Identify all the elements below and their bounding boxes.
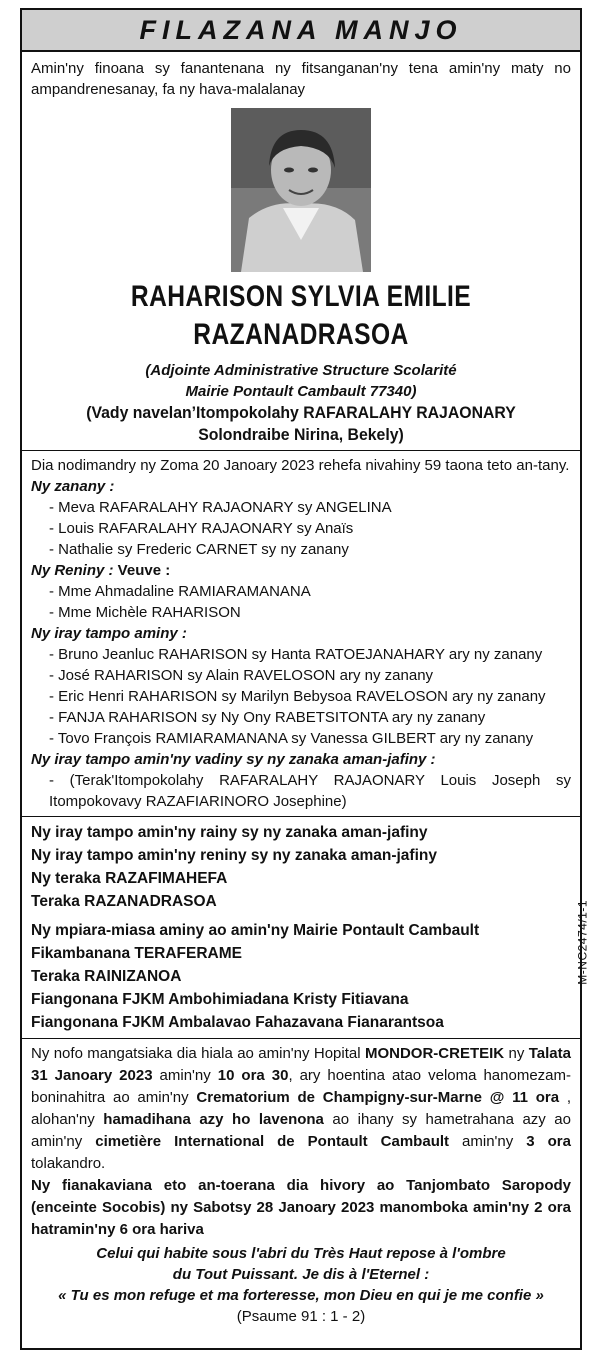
list-item: - FANJA RAHARISON sy Ny Ony RABETSITONTA ary ny zanany <box>49 707 571 728</box>
list-item: - Eric Henri RAHARISON sy Marilyn Bebysoa RAVELOSON ary ny zanany <box>49 686 571 707</box>
parents-heading <box>31 560 571 581</box>
list-item: - Meva RAFARALAHY RAJAONARY sy ANGELINA <box>49 497 571 518</box>
arrangements-text-part: ao ihany sy hametrahana azy ao amin'ny <box>31 1111 571 1150</box>
org-line: Fiangonana FJKM Ambohimiadana Kristy Fitiavana <box>31 991 409 1008</box>
family-line: Ny teraka RAZAFIMAHEFA <box>31 870 228 887</box>
quote-reference: (Psaume 91 : 1 - 2) <box>236 1308 366 1325</box>
org-line: Ny mpiara-miasa aminy ao amin'ny Mairie Pontault Cambault <box>31 922 480 939</box>
hospital-name: MONDOR-CRETEIK <box>364 1045 505 1062</box>
arrangements-text-part: amin'ny <box>449 1133 527 1150</box>
siblings-list <box>31 644 571 749</box>
list-item: - Mme Ahmadaline RAMIARAMANANA <box>49 581 571 602</box>
quote-line2: du Tout Puissant. Je dis à l'Eternel : <box>172 1266 430 1283</box>
org-line: Teraka RAINIZANOA <box>31 968 182 985</box>
crematorium-name: Crematorium de Champigny-sur-Marne @ 11 ora <box>196 1089 560 1106</box>
burial-time: 3 ora <box>526 1133 571 1150</box>
children-label: Ny zanany : <box>31 478 115 495</box>
quote-line1: Celui qui habite sous l'abri du Très Haut repose à l'ombre <box>96 1245 506 1262</box>
list-item: - Tovo François RAMIARAMANANA sy Vanessa GILBERT ary ny zanany <box>49 728 571 749</box>
siblings-label: Ny iray tampo aminy : <box>31 625 187 642</box>
arrangements-text-part: tolakandro. <box>31 1155 106 1172</box>
quote-line3: « Tu es mon refuge et ma forteresse, mon Dieu en qui je me confie » <box>58 1287 544 1304</box>
family-line: Ny iray tampo amin'ny rainy sy ny zanaka aman-jafiny <box>31 824 428 841</box>
divider <box>22 1038 580 1039</box>
family-line: Ny iray tampo amin'ny reniny sy ny zanaka aman-jafiny <box>31 847 437 864</box>
children-list <box>31 497 571 560</box>
spouse-line1: (Vady navelan’Itompokolahy RAFARALAHY RAJAONARY <box>86 403 516 422</box>
in-laws-item: - (Terak'Itompokolahy RAFARALAHY RAJAONARY Louis Joseph sy Itompokovavy RAZAFIARINORO Josephine) <box>49 772 571 810</box>
divider <box>22 450 580 451</box>
cremation-text: hamadihana azy ho lavenona <box>103 1111 324 1128</box>
family-block <box>31 821 571 913</box>
family-line: Teraka RAZANADRASOA <box>31 893 217 910</box>
arrangements-text-part: amin'ny <box>152 1067 218 1084</box>
condolences-text: Ny fianakaviana eto an-toerana dia hivory ao Tanjombato Saropody (enceinte Socobis) ny Sabotsy 28 Janoary 2023 manomboka amin'ny 2 ora hatramin'ny 6 ora hariva <box>31 1177 571 1238</box>
list-item: - Bruno Jeanluc RAHARISON sy Hanta RATOEJANAHARY ary ny zanany <box>49 644 571 665</box>
departure-time: 10 ora 30 <box>217 1067 289 1084</box>
org-line: Fiangonana FJKM Ambalavao Fahazavana Fianarantsoa <box>31 1014 444 1031</box>
list-item: - José RAHARISON sy Alain RAVELOSON ary ny zanany <box>49 665 571 686</box>
portrait-photo-icon <box>231 108 371 272</box>
divider <box>22 816 580 817</box>
deceased-role-line2: Mairie Pontault Cambault 77340) <box>185 383 417 400</box>
list-item: - Louis RAFARALAHY RAJAONARY sy Anaïs <box>49 518 571 539</box>
notice-content <box>22 52 580 1327</box>
org-block <box>31 919 571 1034</box>
deceased-role-line1: (Adjointe Administrative Structure Scolarité <box>145 362 457 379</box>
arrangements-text-part: , ary hoentina atao veloma hanomezam-boninahitra ao amin'ny <box>31 1067 572 1106</box>
in-laws-label: Ny iray tampo amin'ny vadiny sy ny zanaka aman-jafiny : <box>31 751 436 768</box>
spouse-line2: Solondraibe Nirina, Bekely) <box>198 425 404 444</box>
death-notice: Dia nodimandry ny Zoma 20 Janoary 2023 rehefa nivahiny 59 taona teto an-tany. <box>31 457 570 474</box>
notice-title: FILAZANA MANJO <box>139 14 463 45</box>
deceased-name-line2: RAZANADRASOA <box>193 318 409 351</box>
list-item: - Mme Michèle RAHARISON <box>49 602 571 623</box>
arrangements-text <box>31 1043 571 1175</box>
parents-label-suffix: Veuve : <box>113 562 171 579</box>
reference-code: M-NC2474/1-1 <box>576 900 590 985</box>
list-item: - Nathalie sy Frederic CARNET sy ny zanany <box>49 539 571 560</box>
parents-label: Ny Reniny : <box>31 562 114 579</box>
parents-list <box>31 581 571 623</box>
arrangements-text-part: , alohan'ny <box>31 1089 571 1128</box>
departure-date: Talata 31 Janoary 2023 <box>31 1045 571 1084</box>
portrait-photo <box>231 108 371 272</box>
arrangements-text-part: ny <box>504 1045 529 1062</box>
intro-text: Amin'ny finoana sy fanantenana ny fitsanganan'ny tena amin'ny maty no ampandrenesanay, fa ny hava-malalanay <box>31 60 571 98</box>
cemetery-name: cimetière International de Pontault Cambault <box>95 1133 450 1150</box>
org-line: Fikambanana TERAFERAME <box>31 945 243 962</box>
deceased-name-line1: RAHARISON SYLVIA EMILIE <box>130 280 472 313</box>
notice-header <box>22 10 580 52</box>
arrangements-text-part: Ny nofo mangatsiaka dia hiala ao amin'ny Hopital <box>31 1045 365 1062</box>
notice-frame <box>20 8 590 1350</box>
